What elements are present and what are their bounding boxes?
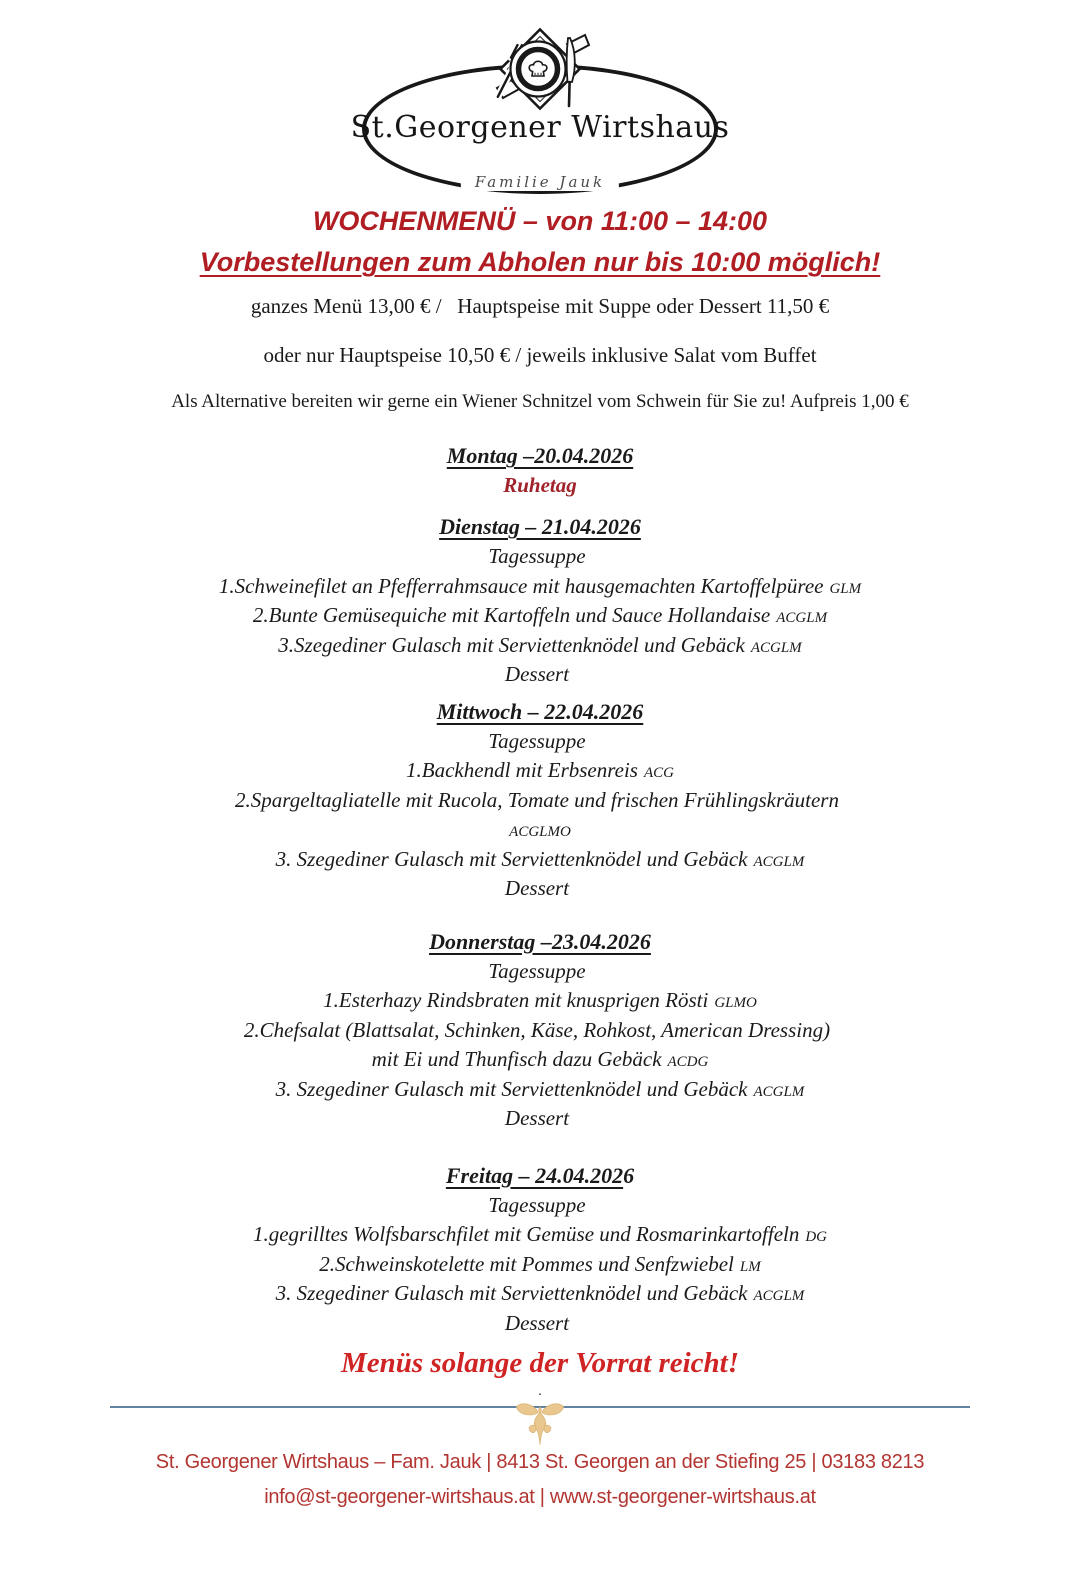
allergen-codes: GLMO <box>714 995 757 1011</box>
allergen-codes: ACGLM <box>753 1083 805 1100</box>
day-section-freitag <box>0 1162 1080 1340</box>
menu-line-text: 2.Spargeltagliatelle mit Rucola, Tomate und frischen Frühlingskräutern <box>235 787 839 812</box>
menu-line-text: Tagessuppe <box>488 544 586 568</box>
day-section-donnerstag <box>0 928 1080 1135</box>
day-sections <box>0 442 1080 1339</box>
divider-dot: . <box>538 1384 542 1399</box>
allergen-codes: ACGLM <box>776 610 828 626</box>
day-heading <box>0 1162 1080 1189</box>
price-line-main-only: oder nur Hauptspeise 10,50 € / jeweils inklusive Salat vom Buffet <box>263 343 817 367</box>
fleur-ornament-icon <box>512 1397 568 1447</box>
restaurant-name: St.Georgener Wirtshaus <box>350 110 730 145</box>
preorder-notice: Vorbestellungen zum Abholen nur bis 10:00 möglich! <box>199 247 881 277</box>
menu-line <box>0 757 1080 787</box>
menu-line <box>0 632 1080 662</box>
footer-web-line: info@st-georgener-wirtshaus.at | www.st-georgener-wirtshaus.at <box>264 1486 816 1508</box>
menu-line-text: 3.Szegediner Gulasch mit Serviettenknödel und Gebäck <box>278 632 745 657</box>
menu-line-text: 2.Chefsalat (Blattsalat, Schinken, Käse, Rohkost, American Dressing) <box>243 1017 831 1042</box>
menu-line-text: mit Ei und Thunfisch dazu Gebäck <box>371 1047 662 1071</box>
allergen-codes: ACDG <box>667 1054 709 1070</box>
day-heading <box>0 928 1080 955</box>
menu-line-text: Dessert <box>504 1106 570 1130</box>
menu-line <box>0 846 1080 876</box>
allergen-codes: DG <box>805 1229 828 1245</box>
menu-line <box>0 1310 1080 1340</box>
day-heading <box>0 698 1080 725</box>
menu-line-text: 1.Backhendl mit Erbsenreis <box>406 758 638 782</box>
day-heading-text: Donnerstag –23.04.2026 <box>429 928 651 954</box>
menu-line-text: 3. Szegediner Gulasch mit Serviettenknödel und Gebäck <box>275 1076 748 1101</box>
day-section-dienstag <box>0 513 1080 691</box>
menu-line <box>0 987 1080 1017</box>
menu-line <box>0 543 1080 573</box>
schnitzel-alternative-note: Als Alternative bereiten wir gerne ein Wiener Schnitzel vom Schwein für Sie zu! Aufpreis 1,00 € <box>171 391 909 412</box>
menu-line-text: 1.gegrilltes Wolfsbarschfilet mit Gemüse und Rosmarinkartoffeln <box>252 1222 800 1246</box>
menu-line-text: Tagessuppe <box>488 1192 586 1217</box>
price-line-full-menu: ganzes Menü 13,00 € / Hauptspeise mit Suppe oder Dessert 11,50 € <box>250 294 830 318</box>
day-heading-text: Montag –20.04.2026 <box>446 443 634 468</box>
menu-line-text: 3. Szegediner Gulasch mit Serviettenknödel und Gebäck <box>275 1281 748 1305</box>
day-heading <box>0 513 1080 540</box>
menu-line-text: 3. Szegediner Gulasch mit Serviettenknödel und Gebäck <box>275 846 748 871</box>
menu-line <box>0 787 1080 817</box>
menu-line <box>0 602 1080 632</box>
allergen-codes: ACGLM <box>750 639 802 656</box>
menu-line <box>0 1105 1080 1135</box>
day-section-montag <box>0 442 1080 498</box>
menu-line <box>0 728 1080 758</box>
day-heading <box>0 442 1080 469</box>
restaurant-logo <box>0 0 1080 196</box>
menu-line-text: 2.Schweinskotelette mit Pommes und Senfzwiebel <box>319 1251 734 1276</box>
allergen-codes: ACG <box>643 765 674 781</box>
menu-line-text: Tagessuppe <box>488 958 586 983</box>
footer-contact-line: St. Georgener Wirtshaus – Fam. Jauk | 8413 St. Georgen an der Stiefing 25 | 03183 8213 <box>155 1451 925 1473</box>
menu-line-text: Dessert <box>504 662 570 686</box>
menu-line <box>0 1280 1080 1310</box>
menu-line-text: 2.Bunte Gemüsequiche mit Kartoffeln und Sauce Hollandaise <box>252 603 771 627</box>
menu-line-text: Dessert <box>504 1310 570 1335</box>
allergen-codes: ACGLM <box>753 1288 805 1304</box>
allergen-codes: ACGLM <box>753 853 805 870</box>
menu-line <box>0 958 1080 988</box>
day-heading-text: Freitag – 24.04.202 <box>445 1162 624 1188</box>
closed-day-note: Ruhetag <box>503 473 577 497</box>
day-heading-text: Mittwoch – 22.04.2026 <box>436 698 644 724</box>
plate-and-cutlery-icon <box>473 24 607 118</box>
menu-line-text: Dessert <box>504 876 570 900</box>
menu-line <box>0 1017 1080 1047</box>
day-heading-tail: 6 <box>623 1162 635 1188</box>
menu-line-text: 1.Esterhazy Rindsbraten mit knusprigen Rösti <box>323 988 709 1012</box>
day-section-mittwoch <box>0 698 1080 905</box>
family-signature: Familie Jauk <box>461 173 619 191</box>
menu-line <box>0 1192 1080 1222</box>
allergen-codes: GLM <box>829 580 862 597</box>
menu-line <box>0 1046 1080 1076</box>
weekly-menu-title: WOCHENMENÜ – von 11:00 – 14:00 <box>312 206 768 236</box>
menu-line-text: 1.Schweinefilet an Pfefferrahmsauce mit hausgemachten Kartoffelpüree <box>218 573 824 598</box>
menu-line <box>0 661 1080 691</box>
menu-line <box>0 875 1080 905</box>
allergen-codes: LM <box>739 1258 761 1275</box>
menu-line-text: Tagessuppe <box>488 728 586 753</box>
availability-note: Menüs solange der Vorrat reicht! <box>340 1347 739 1379</box>
menu-line <box>0 1251 1080 1281</box>
allergen-codes: ACGLMO <box>509 824 571 840</box>
day-heading-text: Dienstag – 21.04.2026 <box>439 514 641 539</box>
menu-line <box>0 816 1080 846</box>
menu-line <box>0 1221 1080 1251</box>
menu-line <box>0 573 1080 603</box>
menu-line <box>0 1076 1080 1106</box>
